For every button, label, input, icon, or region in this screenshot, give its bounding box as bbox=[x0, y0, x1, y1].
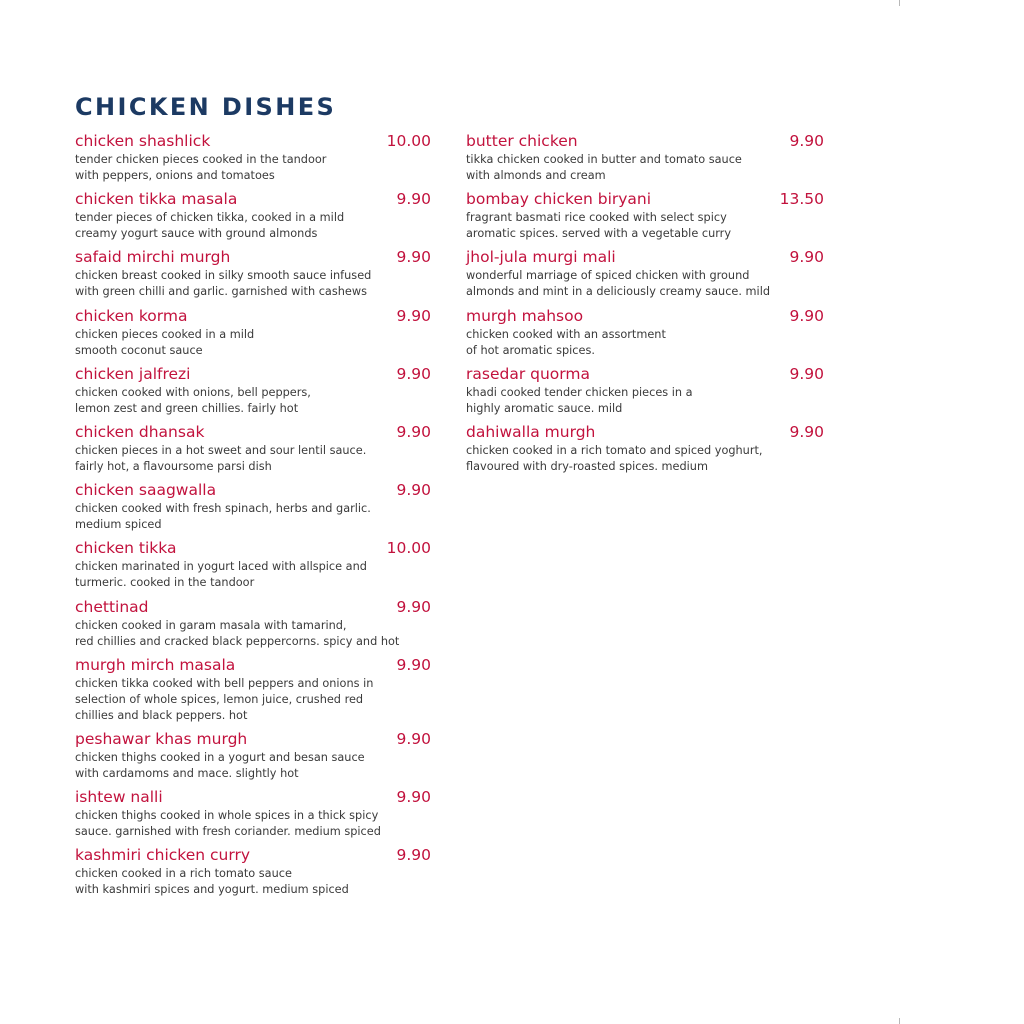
menu-item bbox=[75, 656, 435, 730]
menu-item bbox=[75, 730, 435, 788]
menu-item bbox=[75, 846, 435, 904]
menu-item bbox=[75, 423, 435, 481]
item-price: 9.90 bbox=[396, 306, 431, 325]
item-price: 9.90 bbox=[396, 248, 431, 267]
item-description: chicken pieces cooked in a mild smooth coconut sauce bbox=[75, 327, 255, 357]
item-name: murgh mahsoo bbox=[466, 306, 584, 325]
item-price: 9.90 bbox=[396, 364, 431, 383]
item-name: peshawar khas murgh bbox=[75, 729, 248, 748]
item-name: jhol-jula murgi mali bbox=[466, 248, 616, 267]
item-description: khadi cooked tender chicken pieces in a highly aromatic sauce. mild bbox=[466, 385, 693, 415]
item-price: 9.90 bbox=[789, 248, 824, 267]
item-description: chicken pieces in a hot sweet and sour lentil sauce. fairly hot, a flavoursome parsi dish bbox=[75, 443, 367, 473]
item-price: 9.90 bbox=[396, 655, 431, 674]
item-description: chicken cooked with onions, bell peppers, lemon zest and green chillies. fairly hot bbox=[75, 385, 311, 415]
menu-item bbox=[75, 190, 435, 248]
item-price: 9.90 bbox=[396, 846, 431, 865]
item-name: kashmiri chicken curry bbox=[75, 846, 250, 865]
item-name: safaid mirchi murgh bbox=[75, 248, 231, 267]
item-description: chicken cooked with fresh spinach, herbs and garlic. medium spiced bbox=[75, 502, 371, 532]
left-menu-column bbox=[75, 132, 435, 904]
item-price: 9.90 bbox=[396, 422, 431, 441]
item-name: ishtew nalli bbox=[75, 788, 163, 807]
item-price: 9.90 bbox=[396, 597, 431, 616]
item-name: chicken saagwalla bbox=[75, 481, 217, 500]
item-description: chicken breast cooked in silky smooth sauce infused with green chilli and garlic. garnished with cashews bbox=[75, 269, 372, 299]
menu-item bbox=[75, 481, 435, 539]
menu-item bbox=[466, 248, 826, 306]
item-price: 10.00 bbox=[386, 132, 431, 150]
menu-item bbox=[75, 307, 435, 365]
item-name: chicken shashlick bbox=[75, 132, 211, 150]
item-name: bombay chicken biryani bbox=[466, 190, 652, 209]
menu-item bbox=[75, 539, 435, 597]
item-name: murgh mirch masala bbox=[75, 655, 236, 674]
crop-mark-bottom bbox=[899, 1018, 900, 1024]
menu-item bbox=[466, 132, 826, 190]
item-name: chicken tikka bbox=[75, 539, 177, 558]
item-price: 10.00 bbox=[386, 539, 431, 558]
item-name: chettinad bbox=[75, 597, 149, 616]
item-description: tender chicken pieces cooked in the tandoor with peppers, onions and tomatoes bbox=[75, 153, 327, 182]
crop-mark-top bbox=[899, 0, 900, 6]
item-price: 9.90 bbox=[789, 306, 824, 325]
item-description: chicken cooked in a rich tomato and spiced yoghurt, flavoured with dry-roasted spices. medium bbox=[466, 443, 763, 473]
item-price: 9.90 bbox=[396, 190, 431, 209]
item-description: chicken thighs cooked in whole spices in a thick spicy sauce. garnished with fresh coriander. medium spiced bbox=[75, 809, 381, 839]
item-description: fragrant basmati rice cooked with select spicy aromatic spices. served with a vegetable curry bbox=[466, 211, 732, 241]
item-name: dahiwalla murgh bbox=[466, 422, 596, 441]
item-description: tender pieces of chicken tikka, cooked in a mild creamy yogurt sauce with ground almonds bbox=[75, 211, 345, 241]
item-name: chicken tikka masala bbox=[75, 190, 238, 209]
item-description: tikka chicken cooked in butter and tomato sauce with almonds and cream bbox=[466, 153, 742, 182]
item-description: chicken marinated in yogurt laced with allspice and turmeric. cooked in the tandoor bbox=[75, 560, 367, 590]
item-description: chicken thighs cooked in a yogurt and besan sauce with cardamoms and mace. slightly hot bbox=[75, 750, 365, 780]
item-name: chicken korma bbox=[75, 306, 188, 325]
item-price: 13.50 bbox=[779, 190, 824, 209]
item-name: chicken jalfrezi bbox=[75, 364, 191, 383]
menu-item bbox=[75, 365, 435, 423]
menu-item bbox=[75, 132, 435, 190]
item-price: 9.90 bbox=[396, 729, 431, 748]
menu-item bbox=[466, 307, 826, 365]
item-description: chicken cooked with an assortment of hot aromatic spices. bbox=[466, 327, 666, 357]
item-description: chicken tikka cooked with bell peppers and onions in selection of whole spices, lemon juice, crushed red chillies and black peppers. hot bbox=[75, 676, 374, 722]
menu-item bbox=[466, 365, 826, 423]
item-price: 9.90 bbox=[789, 422, 824, 441]
item-name: chicken dhansak bbox=[75, 422, 205, 441]
item-price: 9.90 bbox=[789, 132, 824, 150]
menu-item bbox=[75, 598, 435, 656]
menu-item bbox=[75, 248, 435, 306]
item-price: 9.90 bbox=[396, 788, 431, 807]
item-description: wonderful marriage of spiced chicken with ground almonds and mint in a deliciously creamy sauce. mild bbox=[466, 269, 771, 299]
item-name: butter chicken bbox=[466, 132, 578, 150]
item-price: 9.90 bbox=[789, 364, 824, 383]
item-name: rasedar quorma bbox=[466, 364, 590, 383]
item-description: chicken cooked in a rich tomato sauce with kashmiri spices and yogurt. medium spiced bbox=[75, 867, 349, 897]
section-title: CHICKEN DISHES bbox=[75, 93, 337, 121]
right-menu-column bbox=[466, 132, 826, 481]
menu-item bbox=[75, 788, 435, 846]
item-price: 9.90 bbox=[396, 481, 431, 500]
item-description: chicken cooked in garam masala with tamarind, red chillies and cracked black peppercorns. spicy and hot bbox=[75, 618, 400, 648]
menu-item bbox=[466, 423, 826, 481]
menu-item bbox=[466, 190, 826, 248]
